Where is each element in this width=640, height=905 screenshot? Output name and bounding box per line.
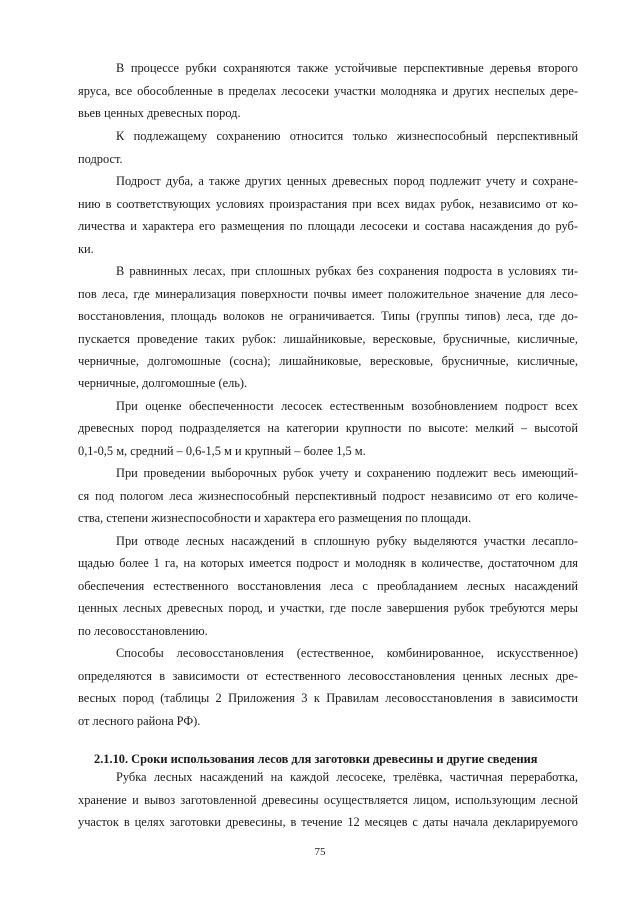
text-line: При отводе лесных насаждений в сплошную рубку выделяются участки лесапло- (116, 534, 578, 548)
page-number: 75 (314, 846, 326, 858)
text-line: ценных лесных древесных пород, и участки, где после завершения рубок требуются меры (78, 601, 578, 615)
text-line: участок в целях заготовки древесины, в течение 12 месяцев с даты начала декларируемого (78, 815, 578, 829)
text-line: пов леса, где минерализация поверхности почвы имеет положительное значение для лесо- (78, 287, 578, 301)
text-line: восстановления, площадь волоков не ограничивается. Типы (группы типов) леса, где до- (78, 309, 578, 323)
text-line: ства, степени жизнеспособности и характера его размещения по площади. (78, 511, 472, 525)
text-line: вьев ценных древесных пород. (78, 106, 241, 120)
text-line: черничные, долгомошные (сосна); лишайниковые, вересковые, брусничные, кисличные, (78, 354, 578, 368)
text-line: хранение и вывоз заготовленной древесины осуществляется лицом, использующим лесной (78, 793, 578, 807)
text-line: подрост. (78, 152, 123, 166)
text-line: В процессе рубки сохраняются также устойчивые перспективные деревья второго (116, 61, 578, 75)
text-line: черничные, долгомошные (ель). (78, 376, 248, 390)
text-line: личества и характера его размещения по площади лесосеки и состава насаждения до руб- (78, 219, 578, 233)
text-line: по лесовосстановлению. (78, 624, 208, 638)
text-line: обеспечения естественного восстановления леса с преобладанием лесных насаждений (78, 579, 578, 593)
text-line: При проведении выборочных рубок учету и сохранению подлежит весь имеющий- (116, 466, 578, 480)
text-line: Подрост дуба, а также других ценных древесных пород подлежит учету и сохране- (116, 174, 578, 188)
text-line: древесных пород подразделяется на категории крупности по высоте: мелкий – высотой (78, 421, 578, 435)
text-line: ки. (78, 242, 94, 256)
text-line: яруса, все обособленные в пределах лесосеки участки молодняка и других неспелых дере- (78, 84, 578, 98)
text-line: 0,1-0,5 м, средний – 0,6-1,5 м и крупный – более 1,5 м. (78, 444, 366, 458)
text-line: В равнинных лесах, при сплошных рубках без сохранения подроста в условиях ти- (116, 264, 578, 278)
section-heading: 2.1.10. Сроки использования лесов для заготовки древесины и другие сведения (94, 752, 538, 766)
text-line: ся под пологом леса жизнеспособный перспективный подрост независимо от его количе- (78, 489, 578, 503)
text-line: Способы лесовосстановления (естественное, комбинированное, искусственное) (116, 646, 578, 660)
text-line: Рубка лесных насаждений на каждой лесосеке, трелёвка, частичная переработка, (116, 770, 578, 784)
text-line: определяются в зависимости от естественного лесовосстановления ценных лесных дре- (78, 669, 578, 683)
text-line: весных пород (таблицы 2 Приложения 3 к Правилам лесовосстановления в зависимости (78, 691, 578, 705)
text-line: от лесного района РФ). (78, 714, 201, 728)
text-line: пускается проведение таких рубок: лишайниковые, вересковые, брусничные, кисличные, (78, 332, 578, 346)
text-line: нию в соответствующих условиях произрастания при всех видах рубок, независимо от ко- (78, 197, 578, 211)
text-line: щадью более 1 га, на которых имеется подрост и молодняк в количестве, достаточном для (78, 556, 578, 570)
text-line: При оценке обеспеченности лесосек естественным возобновлением подрост всех (116, 399, 578, 413)
text-line: К подлежащему сохранению относится только жизнеспособный перспективный (116, 129, 578, 143)
